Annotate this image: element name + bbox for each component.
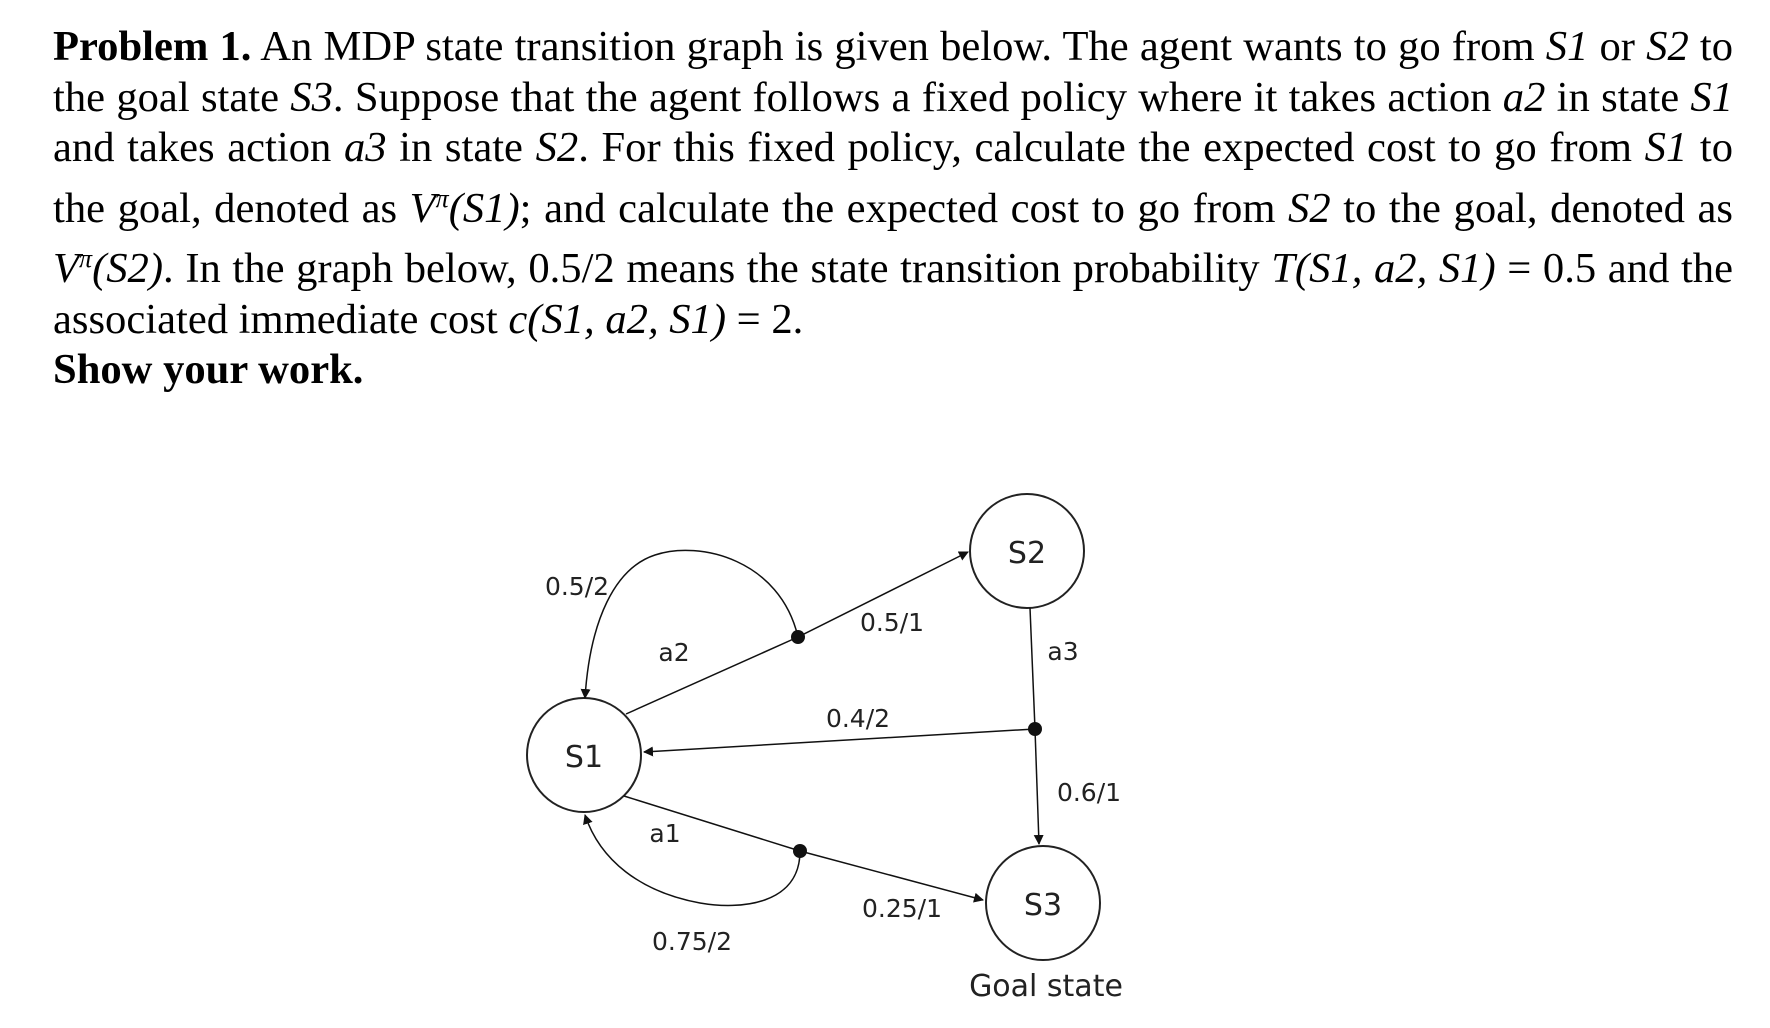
edge-label-a1-to-s3: 0.25/1	[862, 894, 942, 923]
action-a2-node	[791, 630, 805, 644]
text: or	[1588, 23, 1647, 70]
math: a3	[343, 124, 387, 171]
math: a2	[1502, 73, 1546, 121]
math-superscript: π	[435, 183, 449, 213]
text: = 2.	[726, 295, 804, 343]
show-work-note: Show your work.	[53, 346, 364, 394]
text: in state	[386, 124, 536, 171]
action-a1-label: a1	[649, 819, 681, 848]
math: S2	[1646, 23, 1689, 70]
text: An MDP state transition graph is given below. The agent wants to go from	[251, 23, 1546, 70]
edge-a1-to-s3	[800, 851, 983, 900]
text: . Suppose that the agent follows a fixed policy where it takes action	[332, 73, 1503, 121]
math: S1	[1545, 23, 1589, 70]
edge-a2-self-loop	[585, 550, 798, 698]
text: and takes action	[53, 124, 344, 171]
text: . For this fixed policy, calculate the expected cost to go from	[578, 124, 1645, 171]
math-superscript: π	[79, 244, 93, 274]
math: S1	[1644, 124, 1688, 171]
math: (S2)	[92, 245, 164, 293]
text: to the goal, denoted as	[53, 124, 1733, 232]
action-a2-label: a2	[658, 638, 690, 667]
math: S2	[535, 124, 579, 171]
text: to the goal state	[53, 23, 1734, 121]
text: ; and calculate the expected cost to go from	[519, 184, 1289, 232]
text: . In the graph below, 0.5/2 means the state transition probability	[163, 245, 1272, 293]
action-a1-node	[793, 844, 807, 858]
edge-a1-self-loop	[585, 815, 800, 905]
action-a3-label: a3	[1047, 637, 1079, 666]
math: S3	[290, 73, 333, 121]
state-s1-label: S1	[564, 740, 604, 775]
edge-label-a2-self: 0.5/2	[544, 572, 610, 601]
action-a2-edge	[626, 637, 798, 714]
state-s3-label: S3	[1023, 888, 1063, 923]
edge-label-a2-to-s2: 0.5/1	[859, 608, 925, 637]
math: S1	[1690, 73, 1734, 121]
math: (S1)	[448, 184, 520, 232]
math: c(S1, a2, S1)	[508, 295, 727, 343]
text: to the goal, denoted as	[1330, 184, 1733, 232]
edge-label-a3-to-s3: 0.6/1	[1056, 778, 1122, 807]
math: S2	[1288, 184, 1331, 232]
goal-state-label: Goal state	[969, 969, 1123, 1004]
edge-label-a3-to-s1: 0.4/2	[825, 704, 891, 733]
math: V	[53, 245, 80, 293]
problem-title: Problem 1.	[53, 23, 252, 70]
text: = 0.5 and the associated immediate cost	[53, 245, 1733, 343]
math: T(S1, a2, S1)	[1271, 245, 1496, 293]
state-s2-label: S2	[1007, 536, 1047, 571]
math: V	[409, 184, 436, 232]
action-a3-edge	[1030, 608, 1035, 729]
text: in state	[1545, 73, 1691, 121]
edge-label-a1-self: 0.75/2	[652, 927, 732, 956]
edge-a3-to-s3	[1035, 729, 1039, 844]
action-a3-node	[1028, 722, 1042, 736]
